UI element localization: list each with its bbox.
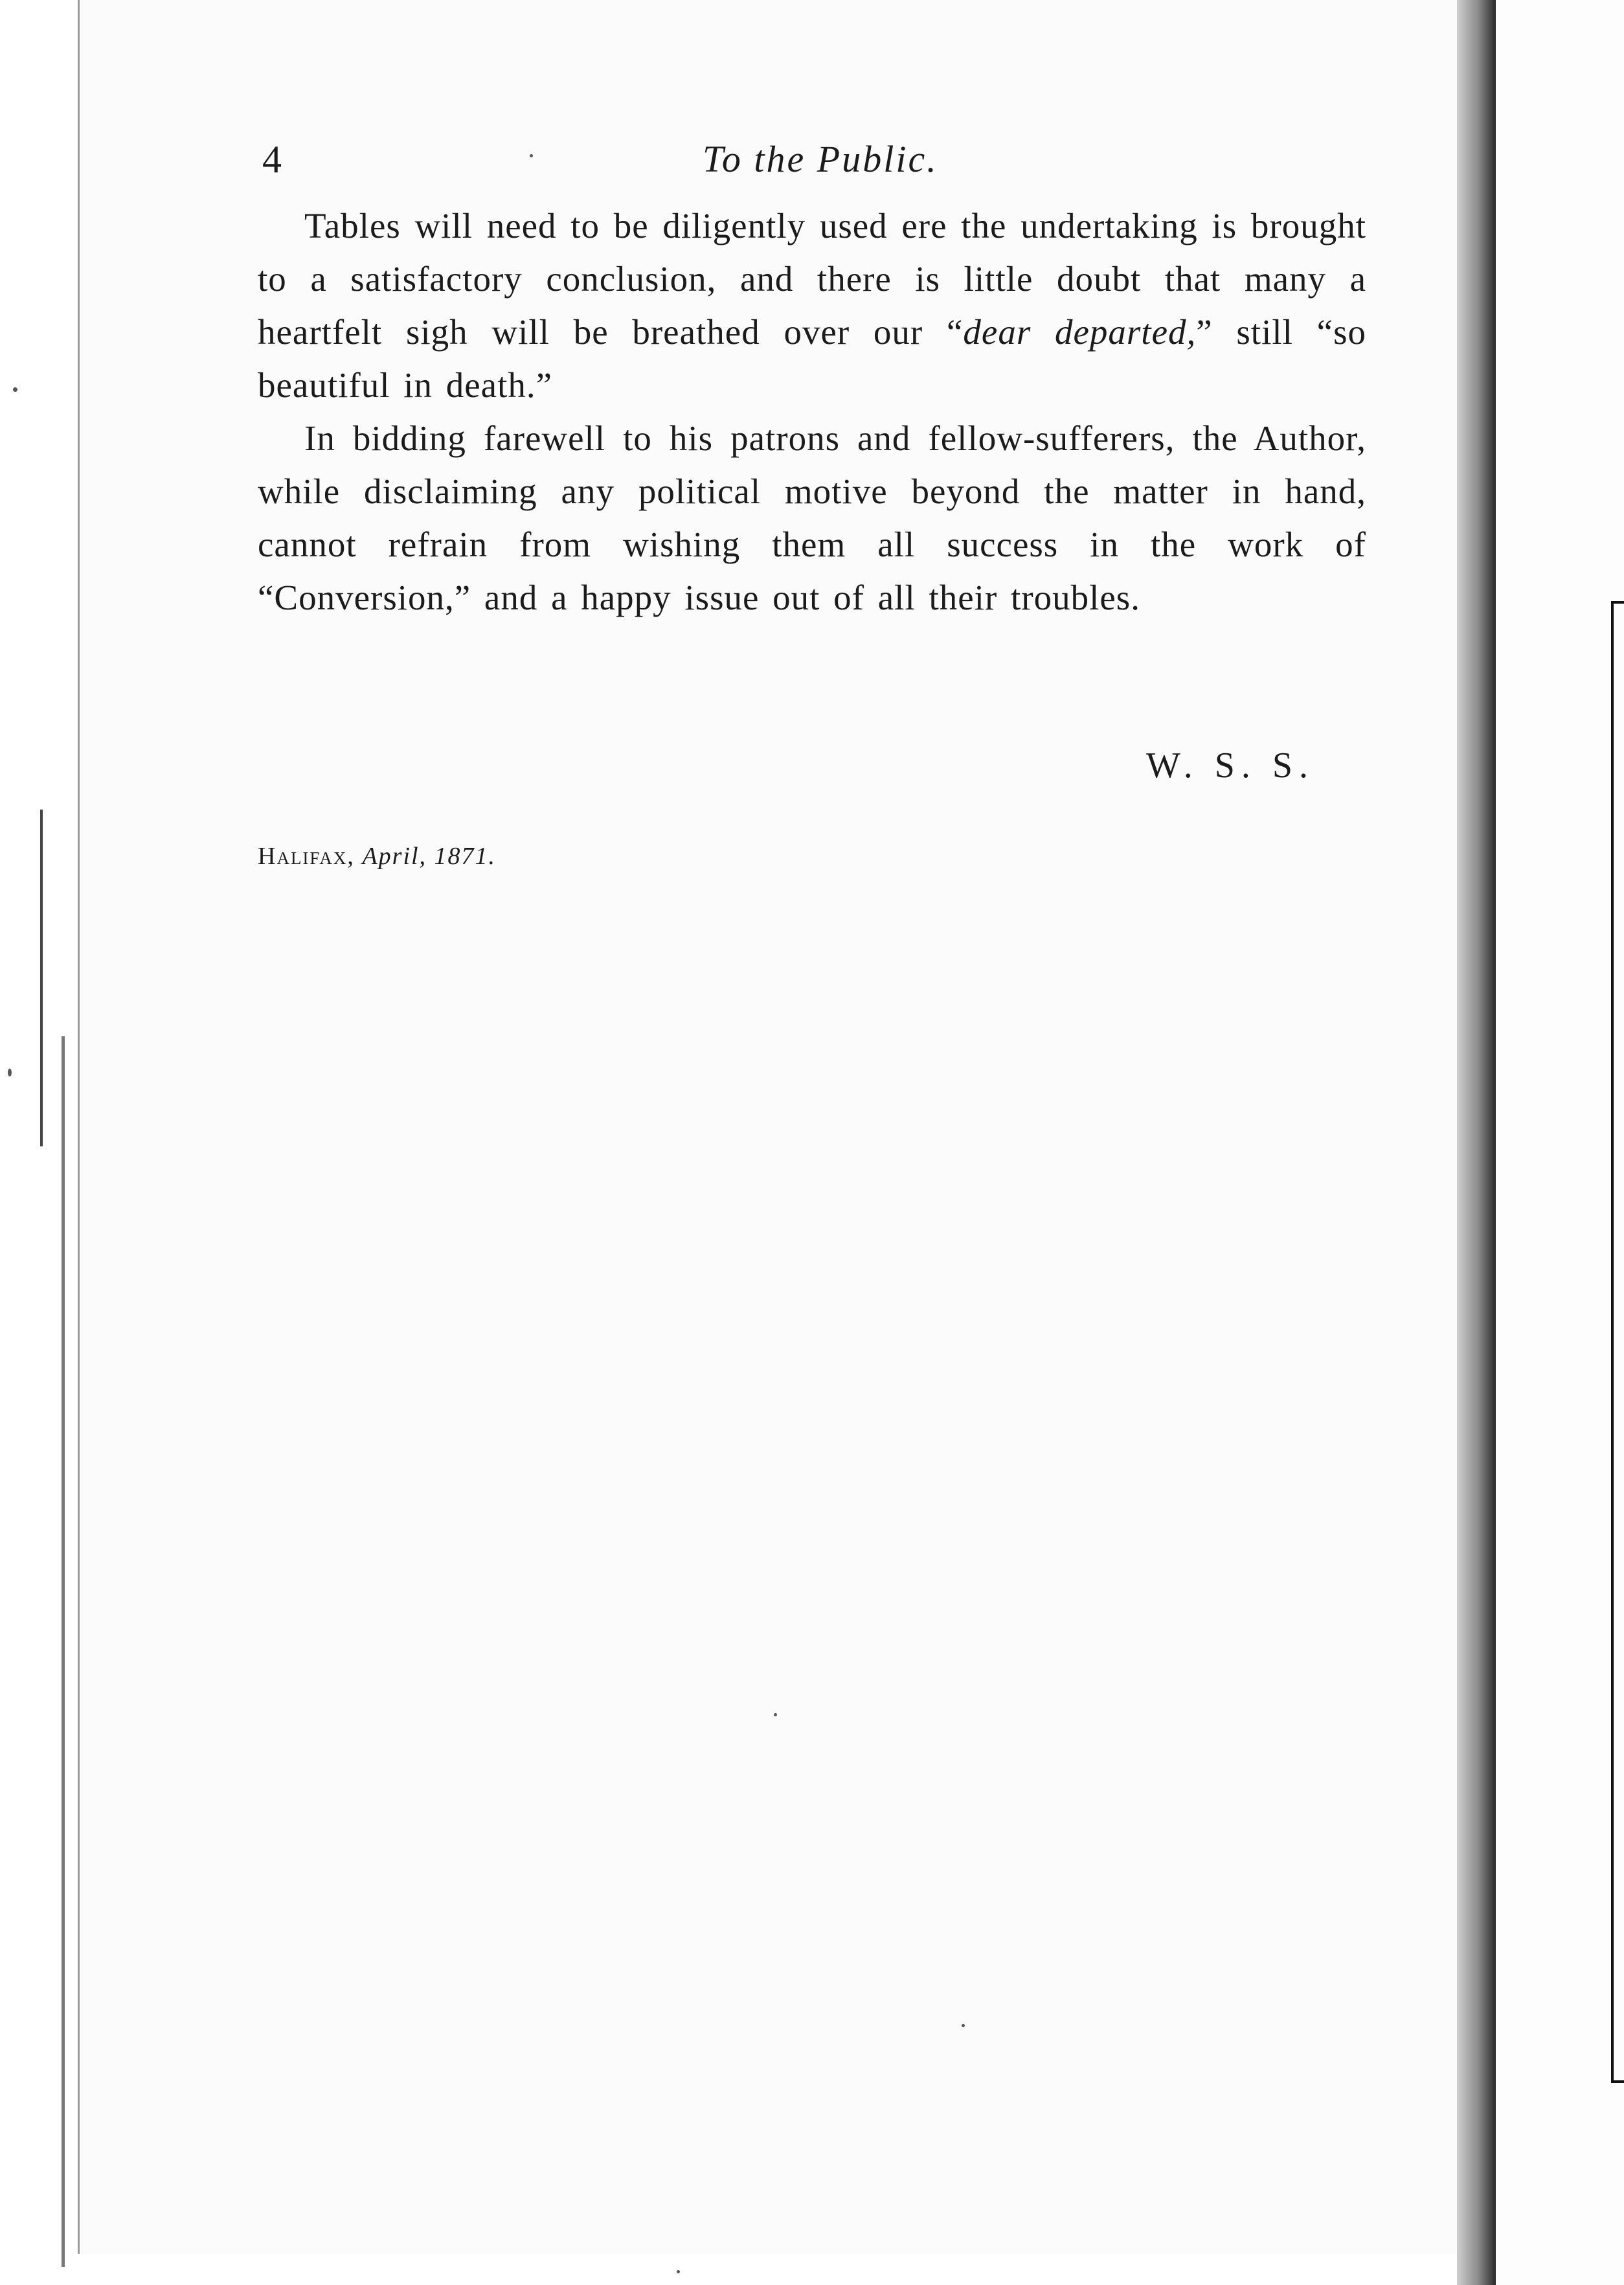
paragraph-2: In bidding farewell to his patrons and fellow-sufferers, the Author, while disclaiming any political motive beyond the matter in hand, cannot refrain from wishing them all success in the work of “Conversion,” and a happy issue out of all their troubles.: [258, 418, 1366, 617]
left-page-edge: [62, 1036, 65, 2267]
page-number: 4: [262, 138, 282, 181]
dateline-place: Halifax,: [258, 843, 355, 870]
book-gutter-shadow: [1457, 0, 1496, 2285]
paragraph-1-italic: dear departed,: [963, 312, 1197, 352]
body-text: [258, 199, 1366, 624]
scan-speck: [530, 154, 533, 157]
scan-speck: [962, 2024, 965, 2027]
running-head-title: To the Public.: [703, 138, 938, 180]
scan-speck: [774, 1713, 777, 1716]
paragraph-1-tail: ” still “so beautiful in death.”: [258, 312, 1366, 405]
paragraph-1: [258, 199, 1366, 412]
facing-page-edge: [1496, 0, 1624, 2285]
dateline: [258, 842, 496, 870]
facing-page-border: [1611, 601, 1624, 2083]
dateline-date: April, 1871.: [362, 843, 497, 870]
running-head: [262, 137, 1363, 196]
scan-speck: [8, 1069, 12, 1076]
scan-speck: [677, 2270, 680, 2273]
signature: W. S. S.: [1146, 745, 1315, 786]
scan-speck: [13, 387, 17, 392]
left-edge-mark: [40, 810, 43, 1146]
paragraph-1-text: Tables will need to be diligently used ere the undertaking is brought to a satisfactory conclusion, and there is little doubt that many a heartfelt sigh will be breathed over our “: [258, 206, 1366, 352]
